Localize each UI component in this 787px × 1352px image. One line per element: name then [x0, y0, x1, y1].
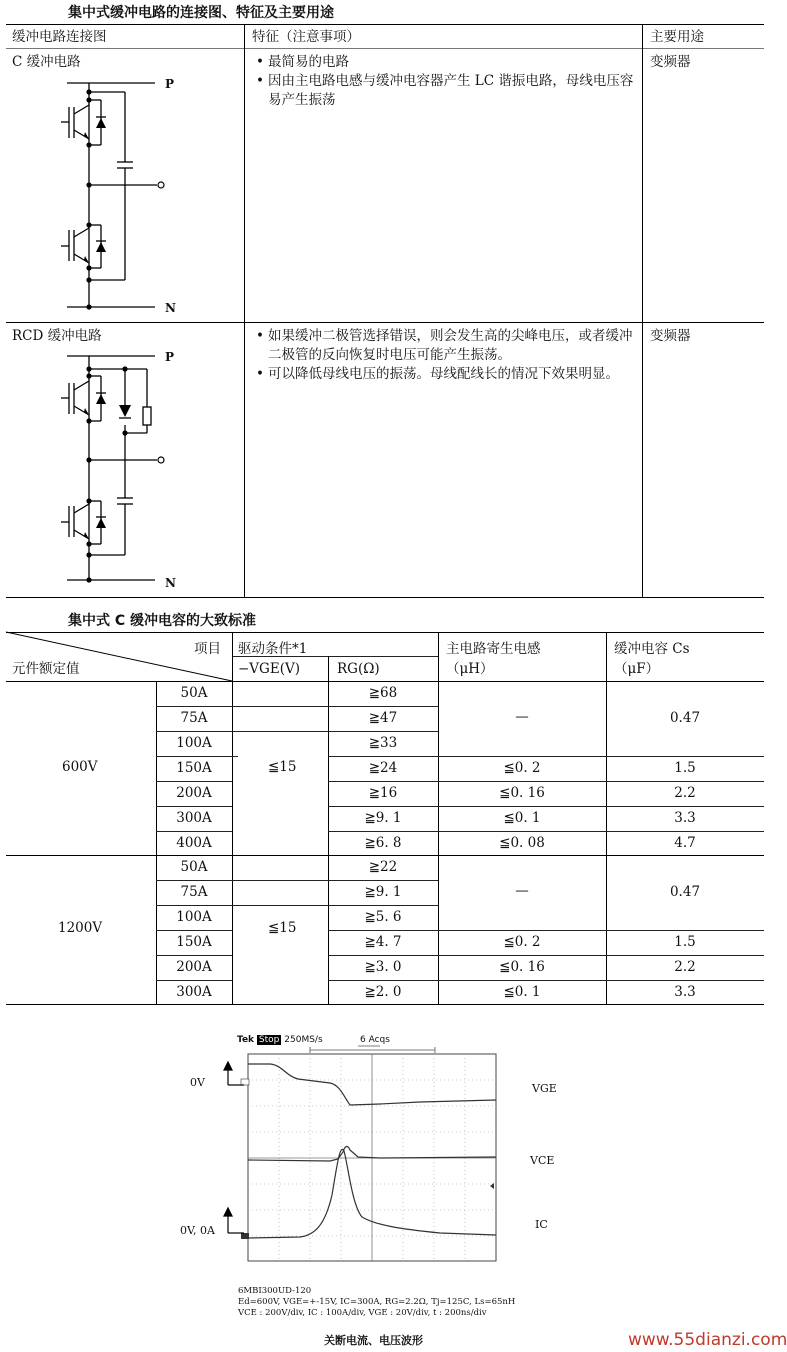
current-cell: 100A [176, 909, 212, 925]
rg-cell: ≧33 [368, 735, 398, 751]
ls-cell: ≦0. 2 [503, 760, 541, 776]
header-drive: 驱动条件*1 [238, 641, 308, 657]
current-cell: 300A [176, 810, 212, 826]
cs-cell: 1.5 [674, 934, 696, 950]
scope-label-ic [535, 1218, 548, 1231]
header-rated: 元件额定值 [12, 661, 80, 677]
current-cell: 200A [176, 959, 212, 975]
rg-cell: ≧47 [368, 710, 398, 726]
current-cell: 50A [180, 859, 208, 875]
scope-label-vce [530, 1154, 554, 1167]
current-cell: 75A [180, 710, 208, 726]
scope-screen [240, 1045, 500, 1265]
rg-cell: ≧9. 1 [364, 884, 402, 900]
rg-cell: ≧68 [368, 685, 398, 701]
scope-header [237, 1035, 323, 1045]
feature-item: • 最简易的电路 [256, 53, 638, 72]
ls-cell: ≦0. 08 [499, 835, 545, 851]
scope-note-line: 6MBI300UD-120 [238, 1286, 312, 1296]
scope-label-0v: 0V [190, 1076, 205, 1089]
header-ls-unit: （μH） [446, 661, 494, 677]
table1-header-features: 特征（注意事项） [252, 29, 360, 45]
cs-cell: 0.47 [669, 884, 701, 900]
scope-caption: 关断电流、电压波形 [324, 1334, 423, 1347]
current-cell: 100A [176, 735, 212, 751]
ls-cell: ≦0. 16 [499, 959, 545, 975]
cs-cell: 2.2 [674, 959, 696, 975]
rg-cell: ≧3. 0 [364, 959, 402, 975]
c-snubber-label-n: N [165, 301, 176, 315]
header-rg: RG(Ω) [337, 661, 380, 677]
rcd-snubber-label-n: N [165, 576, 176, 590]
ls-cell: ≦0. 1 [503, 810, 541, 826]
rg-cell: ≧6. 8 [364, 835, 402, 851]
rcd-snubber-circuit-diagram [55, 343, 195, 593]
cs-cell: 3.3 [674, 810, 696, 826]
c-snubber-use: 变频器 [650, 54, 691, 70]
vge-600v: ≦15 [268, 759, 297, 775]
ls-cell: ≦0. 1 [503, 984, 541, 1000]
rg-cell: ≧16 [368, 785, 398, 801]
rcd-snubber-features [256, 327, 638, 384]
current-cell: 50A [180, 685, 208, 701]
table2-title: 集中式 C 缓冲电容的大致标准 [68, 613, 257, 629]
header-cs: 缓冲电容 Cs [614, 641, 690, 657]
scope-label-vge [532, 1082, 557, 1095]
scope-rate: 250MS/s [284, 1035, 323, 1045]
ls-cell: — [515, 709, 529, 725]
scope-label-0v0a: 0V, 0A [180, 1224, 215, 1237]
header-vge: −VGE(V) [238, 661, 300, 677]
feature-item: • 因由主电路电感与缓冲电容器产生 LC 谐振电路，母线电压容易产生振荡 [256, 72, 638, 110]
header-ls: 主电路寄生电感 [446, 641, 541, 657]
current-cell: 150A [176, 760, 212, 776]
rg-cell: ≧2. 0 [364, 984, 402, 1000]
cs-cell: 2.2 [674, 785, 696, 801]
vge-1200v: ≦15 [268, 920, 297, 936]
header-item: 项目 [194, 641, 221, 657]
rg-cell: ≧22 [368, 859, 398, 875]
cs-cell: 0.47 [669, 710, 701, 726]
scope-note-line: Ed=600V, VGE=+-15V, IC=300A, RG=2.2Ω, Tj=125C, Ls=65nH [238, 1297, 516, 1307]
scope-axis-arrows [222, 1060, 248, 1240]
c-snubber-label-p: P [165, 77, 175, 91]
watermark: www.55dianzi.com [628, 1330, 787, 1350]
cs-cell: 4.7 [674, 835, 696, 851]
rcd-snubber-use: 变频器 [650, 328, 691, 344]
c-snubber-name: C 缓冲电路 [12, 54, 81, 70]
vce-label-text: VCE [530, 1154, 555, 1167]
table1-title: 集中式缓冲电路的连接图、特征及主要用途 [68, 5, 334, 21]
cs-cell: 3.3 [674, 984, 696, 1000]
c-snubber-circuit-diagram [55, 70, 195, 320]
scope-stop: Stop [258, 1035, 280, 1045]
rcd-snubber-name: RCD 缓冲电路 [12, 328, 102, 344]
ls-cell: ≦0. 16 [499, 785, 545, 801]
c-snubber-features [256, 53, 638, 110]
rg-cell: ≧9. 1 [364, 810, 402, 826]
current-cell: 300A [176, 984, 212, 1000]
vge-label-text: VGE [532, 1082, 557, 1095]
ic-label-text: IC [535, 1218, 548, 1231]
rg-cell: ≧5. 6 [364, 909, 402, 925]
current-cell: 200A [176, 785, 212, 801]
header-cs-unit: （μF） [614, 661, 660, 677]
voltage-1200v: 1200V [58, 920, 103, 936]
scope-acqs: 6 Acqs [360, 1035, 390, 1045]
rg-cell: ≧4. 7 [364, 934, 402, 950]
table1-header-diagram: 缓冲电路连接图 [12, 29, 107, 45]
current-cell: 75A [180, 884, 208, 900]
voltage-600v: 600V [62, 759, 98, 775]
ls-cell: — [515, 883, 529, 899]
table1-header-use: 主要用途 [650, 29, 704, 45]
ls-cell: ≦0. 2 [503, 934, 541, 950]
rcd-snubber-label-p: P [165, 350, 175, 364]
scope-note-line: VCE : 200V/div, IC : 100A/div, VGE : 20V/div, t : 200ns/div [238, 1308, 487, 1318]
scope-tek: Tek [237, 1035, 255, 1045]
scope-note [238, 1286, 515, 1319]
feature-item: • 可以降低母线电压的振荡。母线配线长的情况下效果明显。 [256, 365, 638, 384]
feature-item: • 如果缓冲二极管选择错误，则会发生高的尖峰电压，或者缓冲二极管的反向恢复时电压可能产生振荡。 [256, 327, 638, 365]
cs-cell: 1.5 [674, 760, 696, 776]
current-cell: 400A [176, 835, 212, 851]
current-cell: 150A [176, 934, 212, 950]
rg-cell: ≧24 [368, 760, 398, 776]
